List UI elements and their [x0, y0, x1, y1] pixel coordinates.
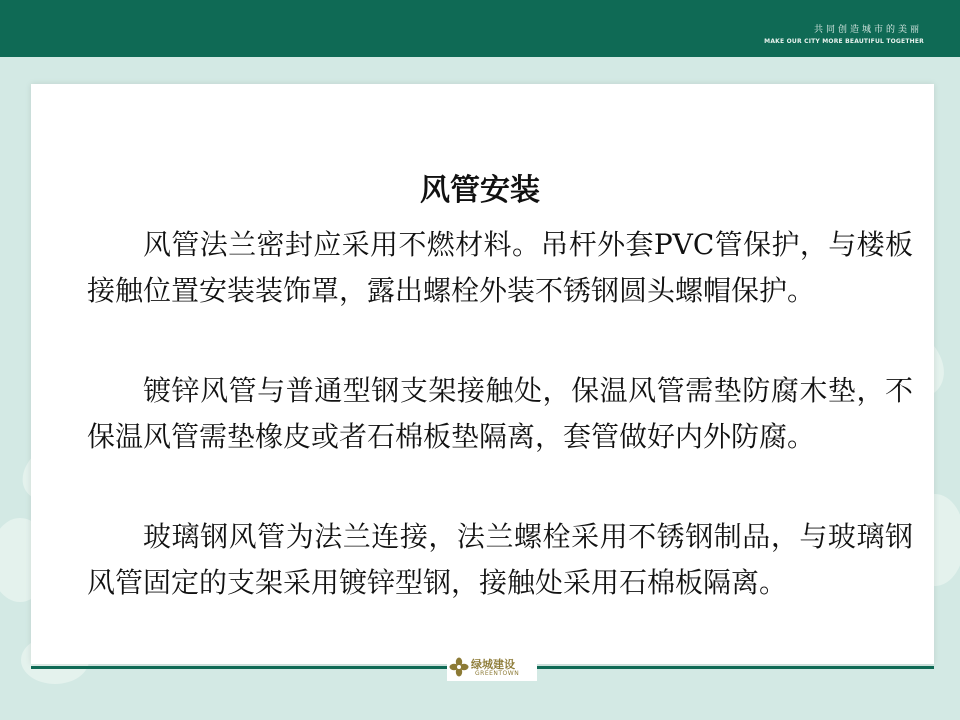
paragraph-galvanized-duct: 镀锌风管与普通型钢支架接触处，保温风管需垫防腐木垫，不保温风管需垫橡皮或者石棉板垫隔离，套管做好内外防腐。: [87, 374, 913, 453]
header-slogan-en: MAKE OUR CITY MORE BEAUTIFUL TOGETHER: [764, 38, 924, 45]
greentown-logo-mark-icon: [449, 657, 469, 677]
logo-text-en: GREENTOWN: [475, 670, 520, 677]
paragraph-fiberglass-duct: 玻璃钢风管为法兰连接，法兰螺栓采用不锈钢制品，与玻璃钢风管固定的支架采用镀锌型钢，接触处采用石棉板隔离。: [87, 520, 913, 599]
slide-title: 风管安装: [420, 173, 540, 208]
greentown-logo: [447, 653, 537, 681]
header-band: [0, 0, 960, 57]
paragraph-flange-sealing: 风管法兰密封应采用不燃材料。吊杆外套PVC管保护，与楼板接触位置安装装饰罩，露出螺栓外装不锈钢圆头螺帽保护。: [87, 228, 913, 307]
header-slogan-cn: 共同创造城市的美丽: [813, 25, 922, 35]
logo-text-cn: 绿城建设: [471, 658, 515, 671]
content-panel: [31, 84, 934, 664]
